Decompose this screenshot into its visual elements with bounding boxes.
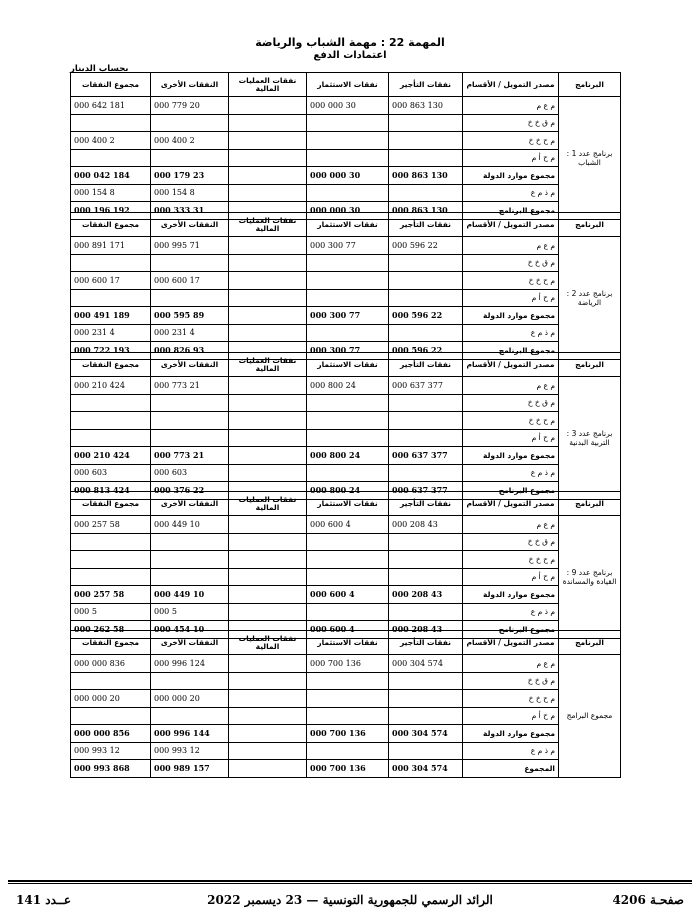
- cell-total: 58 262 000: [71, 621, 151, 639]
- cell-total: [71, 568, 151, 586]
- cell-financial-ops: [229, 742, 307, 760]
- cell-total: 12 993 000: [71, 742, 151, 760]
- column-header-program: البرنامج: [559, 353, 621, 377]
- funding-source: م ق خ خ: [463, 394, 559, 412]
- table-row: [71, 707, 621, 725]
- cell-other: [151, 568, 229, 586]
- funding-source: م ع م: [463, 377, 559, 395]
- cell-other: 10 449 000: [151, 586, 229, 604]
- cell-total: [71, 551, 151, 569]
- budget-table: [70, 72, 621, 220]
- cell-wages: [389, 742, 463, 760]
- cell-investment: 77 300 000: [307, 307, 389, 325]
- table-row: [71, 516, 621, 534]
- program-name: برنامج عدد 3 : التربية البدنية: [559, 377, 621, 500]
- funding-source: م ذ م ع: [463, 603, 559, 621]
- cell-other: 5 000: [151, 603, 229, 621]
- column-header-wages: نفقات التأجير: [389, 353, 463, 377]
- cell-financial-ops: [229, 114, 307, 132]
- cell-investment: [307, 184, 389, 202]
- footer-gazette-title: الرائد الرسمي للجمهورية التونسية — 23 ديسمبر 2022: [207, 893, 493, 907]
- table-row: [71, 655, 621, 673]
- funding-source: م ذ م ع: [463, 324, 559, 342]
- table-row: [71, 603, 621, 621]
- cell-wages: 574 304 000: [389, 760, 463, 778]
- funding-source: م ع م: [463, 516, 559, 534]
- column-header-wages: نفقات التأجير: [389, 73, 463, 97]
- cell-investment: 24 800 000: [307, 377, 389, 395]
- funding-source: م ح أ م: [463, 707, 559, 725]
- cell-wages: 377 637 000: [389, 447, 463, 465]
- cell-wages: 22 596 000: [389, 307, 463, 325]
- cell-financial-ops: [229, 707, 307, 725]
- cell-other: 2 400 000: [151, 132, 229, 150]
- cell-wages: 43 208 000: [389, 586, 463, 604]
- column-header-other: النفقات الأخرى: [151, 73, 229, 97]
- cell-investment: [307, 742, 389, 760]
- cell-total: 8 154 000: [71, 184, 151, 202]
- column-header-financial-ops: نفقات العمليات المالية: [229, 73, 307, 97]
- cell-financial-ops: [229, 725, 307, 743]
- funding-source: م ذ م ع: [463, 464, 559, 482]
- cell-wages: [389, 568, 463, 586]
- cell-other: 10 454 000: [151, 621, 229, 639]
- cell-financial-ops: [229, 149, 307, 167]
- cell-wages: [389, 114, 463, 132]
- cell-investment: [307, 690, 389, 708]
- cell-total: 4 231 000: [71, 324, 151, 342]
- program-name: برنامج عدد 1 : الشباب: [559, 97, 621, 220]
- cell-other: [151, 707, 229, 725]
- cell-total: 193 722 000: [71, 342, 151, 360]
- cell-investment: 4 600 000: [307, 586, 389, 604]
- table-row: [71, 586, 621, 604]
- cell-wages: [389, 464, 463, 482]
- cell-financial-ops: [229, 412, 307, 430]
- table-header-row: [71, 213, 621, 237]
- column-header-other: النفقات الأخرى: [151, 213, 229, 237]
- funding-source: م ح خ خ: [463, 690, 559, 708]
- funding-source: م ق خ خ: [463, 672, 559, 690]
- column-header-other: النفقات الأخرى: [151, 492, 229, 516]
- cell-total: 856 000 000: [71, 725, 151, 743]
- footer-issue-number: عــدد 141: [16, 893, 72, 907]
- table-header-row: [71, 353, 621, 377]
- cell-total: 868 993 000: [71, 760, 151, 778]
- cell-investment: 136 700 000: [307, 725, 389, 743]
- cell-investment: [307, 132, 389, 150]
- cell-investment: [307, 412, 389, 430]
- table-row: [71, 377, 621, 395]
- table-row: [71, 289, 621, 307]
- funding-source: م ح خ خ: [463, 132, 559, 150]
- cell-total: 58 257 000: [71, 516, 151, 534]
- cell-total: [71, 707, 151, 725]
- cell-wages: 377 637 000: [389, 482, 463, 500]
- column-header-source: مصدر التمويل / الأقسام: [463, 492, 559, 516]
- cell-investment: 4 600 000: [307, 516, 389, 534]
- cell-total: 184 042 000: [71, 167, 151, 185]
- page-subtitle: اعتمادات الدفع: [313, 50, 387, 61]
- cell-other: [151, 254, 229, 272]
- cell-wages: 574 304 000: [389, 655, 463, 673]
- table-row: [71, 447, 621, 465]
- cell-financial-ops: [229, 760, 307, 778]
- unit-label: بحساب الدينار: [70, 64, 129, 74]
- cell-wages: [389, 533, 463, 551]
- funding-source: م ح أ م: [463, 289, 559, 307]
- cell-other: [151, 394, 229, 412]
- cell-total: 836 000 000: [71, 655, 151, 673]
- funding-source: م ح خ خ: [463, 412, 559, 430]
- cell-financial-ops: [229, 184, 307, 202]
- cell-financial-ops: [229, 167, 307, 185]
- cell-investment: [307, 324, 389, 342]
- cell-investment: 24 800 000: [307, 482, 389, 500]
- cell-wages: [389, 707, 463, 725]
- funding-source: م ح خ خ: [463, 551, 559, 569]
- funding-source: مجموع موارد الدولة: [463, 725, 559, 743]
- cell-other: 20 000 000: [151, 690, 229, 708]
- budget-table: [70, 630, 621, 778]
- column-header-investment: نفقات الاستثمار: [307, 492, 389, 516]
- funding-source: مجموع موارد الدولة: [463, 447, 559, 465]
- cell-wages: 43 208 000: [389, 516, 463, 534]
- cell-financial-ops: [229, 237, 307, 255]
- cell-other: 93 826 000: [151, 342, 229, 360]
- cell-total: [71, 533, 151, 551]
- cell-wages: [389, 272, 463, 290]
- table-row: [71, 394, 621, 412]
- funding-source: م ذ م ع: [463, 184, 559, 202]
- cell-financial-ops: [229, 672, 307, 690]
- funding-source: م ح خ خ: [463, 272, 559, 290]
- cell-other: [151, 289, 229, 307]
- cell-total: 58 257 000: [71, 586, 151, 604]
- cell-other: 603 000: [151, 464, 229, 482]
- funding-source: مجموع البرنامج: [463, 342, 559, 360]
- cell-wages: [389, 690, 463, 708]
- cell-financial-ops: [229, 429, 307, 447]
- cell-financial-ops: [229, 377, 307, 395]
- cell-total: 189 491 000: [71, 307, 151, 325]
- cell-financial-ops: [229, 97, 307, 115]
- cell-financial-ops: [229, 690, 307, 708]
- funding-source: م ح أ م: [463, 429, 559, 447]
- cell-financial-ops: [229, 551, 307, 569]
- cell-total: [71, 412, 151, 430]
- cell-wages: [389, 184, 463, 202]
- cell-investment: 30 000 000: [307, 97, 389, 115]
- column-header-total: مجموع النفقات: [71, 492, 151, 516]
- table-row: [71, 725, 621, 743]
- funding-source: مجموع موارد الدولة: [463, 307, 559, 325]
- page-title: المهمة 22 : مهمة الشباب والرياضة: [255, 36, 445, 49]
- cell-total: [71, 149, 151, 167]
- cell-investment: [307, 672, 389, 690]
- table-row: [71, 254, 621, 272]
- funding-source: مجموع موارد الدولة: [463, 167, 559, 185]
- column-header-total: مجموع النفقات: [71, 631, 151, 655]
- table-row: [71, 149, 621, 167]
- table-row: [71, 97, 621, 115]
- cell-wages: [389, 324, 463, 342]
- cell-investment: 30 000 000: [307, 202, 389, 220]
- cell-wages: [389, 289, 463, 307]
- cell-investment: [307, 429, 389, 447]
- cell-wages: [389, 603, 463, 621]
- cell-investment: 30 000 000: [307, 167, 389, 185]
- cell-investment: [307, 272, 389, 290]
- cell-financial-ops: [229, 603, 307, 621]
- funding-source: مجموع موارد الدولة: [463, 586, 559, 604]
- cell-other: [151, 429, 229, 447]
- cell-other: 71 995 000: [151, 237, 229, 255]
- budget-table: [70, 352, 621, 500]
- cell-financial-ops: [229, 533, 307, 551]
- funding-source: م ق خ خ: [463, 533, 559, 551]
- column-header-program: البرنامج: [559, 631, 621, 655]
- column-header-financial-ops: نفقات العمليات المالية: [229, 492, 307, 516]
- cell-wages: [389, 429, 463, 447]
- cell-other: 144 996 000: [151, 725, 229, 743]
- budget-table: [70, 212, 621, 360]
- table-row: [71, 672, 621, 690]
- table-row: [71, 237, 621, 255]
- cell-investment: [307, 394, 389, 412]
- table-header-row: [71, 73, 621, 97]
- funding-source: م ق خ خ: [463, 114, 559, 132]
- cell-investment: 24 800 000: [307, 447, 389, 465]
- cell-financial-ops: [229, 324, 307, 342]
- column-header-source: مصدر التمويل / الأقسام: [463, 73, 559, 97]
- table-row: [71, 464, 621, 482]
- cell-total: [71, 254, 151, 272]
- column-header-investment: نفقات الاستثمار: [307, 631, 389, 655]
- cell-wages: 130 863 000: [389, 202, 463, 220]
- funding-source: م ع م: [463, 97, 559, 115]
- cell-other: 157 989 000: [151, 760, 229, 778]
- cell-financial-ops: [229, 447, 307, 465]
- cell-total: 424 813 000: [71, 482, 151, 500]
- cell-financial-ops: [229, 516, 307, 534]
- cell-wages: 130 863 000: [389, 97, 463, 115]
- program-name: مجموع البرامج: [559, 655, 621, 778]
- table-row: [71, 307, 621, 325]
- cell-other: 23 179 000: [151, 167, 229, 185]
- footer-divider-thin: [8, 883, 692, 884]
- cell-total: 17 600 000: [71, 272, 151, 290]
- cell-wages: [389, 672, 463, 690]
- cell-investment: [307, 533, 389, 551]
- cell-total: 5 000: [71, 603, 151, 621]
- cell-other: 4 231 000: [151, 324, 229, 342]
- column-header-investment: نفقات الاستثمار: [307, 213, 389, 237]
- cell-total: [71, 114, 151, 132]
- table-row: [71, 412, 621, 430]
- table-row: [71, 533, 621, 551]
- cell-other: [151, 114, 229, 132]
- cell-financial-ops: [229, 289, 307, 307]
- cell-total: 603 000: [71, 464, 151, 482]
- footer-divider: [8, 880, 692, 882]
- cell-financial-ops: [229, 254, 307, 272]
- cell-other: 22 376 000: [151, 482, 229, 500]
- table-row: [71, 272, 621, 290]
- column-header-total: مجموع النفقات: [71, 353, 151, 377]
- column-header-wages: نفقات التأجير: [389, 631, 463, 655]
- cell-financial-ops: [229, 272, 307, 290]
- funding-source: م ح أ م: [463, 149, 559, 167]
- cell-total: [71, 394, 151, 412]
- cell-investment: [307, 568, 389, 586]
- column-header-program: البرنامج: [559, 213, 621, 237]
- funding-source: م ح أ م: [463, 568, 559, 586]
- column-header-financial-ops: نفقات العمليات المالية: [229, 353, 307, 377]
- cell-other: 89 595 000: [151, 307, 229, 325]
- funding-source: م ع م: [463, 237, 559, 255]
- cell-wages: [389, 254, 463, 272]
- cell-other: 20 779 000: [151, 97, 229, 115]
- cell-total: 2 400 000: [71, 132, 151, 150]
- cell-total: [71, 289, 151, 307]
- column-header-investment: نفقات الاستثمار: [307, 353, 389, 377]
- cell-investment: [307, 707, 389, 725]
- footer-page-number: صفحـة 4206: [612, 893, 684, 907]
- cell-wages: 574 304 000: [389, 725, 463, 743]
- cell-other: 17 600 000: [151, 272, 229, 290]
- table-row: [71, 167, 621, 185]
- cell-investment: [307, 114, 389, 132]
- table-row: [71, 184, 621, 202]
- funding-source: م ق خ خ: [463, 254, 559, 272]
- cell-investment: [307, 254, 389, 272]
- cell-wages: 377 637 000: [389, 377, 463, 395]
- cell-total: 181 642 000: [71, 97, 151, 115]
- cell-investment: 4 600 000: [307, 621, 389, 639]
- column-header-wages: نفقات التأجير: [389, 492, 463, 516]
- cell-other: 31 333 000: [151, 202, 229, 220]
- cell-total: 192 196 000: [71, 202, 151, 220]
- table-header-row: [71, 631, 621, 655]
- column-header-investment: نفقات الاستثمار: [307, 73, 389, 97]
- cell-investment: [307, 149, 389, 167]
- cell-wages: [389, 394, 463, 412]
- cell-other: 10 449 000: [151, 516, 229, 534]
- cell-other: 21 773 000: [151, 377, 229, 395]
- column-header-financial-ops: نفقات العمليات المالية: [229, 213, 307, 237]
- cell-wages: 22 596 000: [389, 237, 463, 255]
- cell-wages: [389, 412, 463, 430]
- cell-wages: [389, 149, 463, 167]
- cell-other: [151, 672, 229, 690]
- cell-other: 8 154 000: [151, 184, 229, 202]
- cell-financial-ops: [229, 655, 307, 673]
- cell-wages: 130 863 000: [389, 167, 463, 185]
- table-row: [71, 742, 621, 760]
- table-row: [71, 568, 621, 586]
- cell-financial-ops: [229, 307, 307, 325]
- cell-other: 124 996 000: [151, 655, 229, 673]
- funding-source: م ذ م ع: [463, 742, 559, 760]
- cell-wages: [389, 551, 463, 569]
- cell-total: 424 210 000: [71, 377, 151, 395]
- column-header-source: مصدر التمويل / الأقسام: [463, 353, 559, 377]
- column-header-financial-ops: نفقات العمليات المالية: [229, 631, 307, 655]
- cell-investment: [307, 464, 389, 482]
- cell-other: [151, 412, 229, 430]
- cell-total: 20 000 000: [71, 690, 151, 708]
- cell-total: [71, 429, 151, 447]
- column-header-other: النفقات الأخرى: [151, 631, 229, 655]
- table-row: [71, 132, 621, 150]
- cell-financial-ops: [229, 464, 307, 482]
- table-row: [71, 760, 621, 778]
- cell-investment: [307, 289, 389, 307]
- cell-financial-ops: [229, 586, 307, 604]
- cell-investment: [307, 603, 389, 621]
- cell-other: 12 993 000: [151, 742, 229, 760]
- cell-total: 171 891 000: [71, 237, 151, 255]
- cell-wages: [389, 132, 463, 150]
- table-row: [71, 324, 621, 342]
- cell-financial-ops: [229, 132, 307, 150]
- funding-source: مجموع البرنامج: [463, 482, 559, 500]
- column-header-source: مصدر التمويل / الأقسام: [463, 213, 559, 237]
- column-header-total: مجموع النفقات: [71, 73, 151, 97]
- cell-investment: 77 300 000: [307, 237, 389, 255]
- column-header-source: مصدر التمويل / الأقسام: [463, 631, 559, 655]
- cell-total: 424 210 000: [71, 447, 151, 465]
- table-row: [71, 690, 621, 708]
- column-header-total: مجموع النفقات: [71, 213, 151, 237]
- cell-financial-ops: [229, 568, 307, 586]
- cell-investment: [307, 551, 389, 569]
- cell-other: [151, 533, 229, 551]
- funding-source: المجموع: [463, 760, 559, 778]
- funding-source: مجموع البرنامج: [463, 621, 559, 639]
- cell-investment: 77 300 000: [307, 342, 389, 360]
- cell-other: [151, 149, 229, 167]
- cell-other: 21 773 000: [151, 447, 229, 465]
- table-row: [71, 114, 621, 132]
- funding-source: م ع م: [463, 655, 559, 673]
- program-name: برنامج عدد 9 : القيادة والمساندة: [559, 516, 621, 639]
- column-header-wages: نفقات التأجير: [389, 213, 463, 237]
- table-header-row: [71, 492, 621, 516]
- cell-wages: 43 208 000: [389, 621, 463, 639]
- column-header-program: البرنامج: [559, 492, 621, 516]
- cell-investment: 136 700 000: [307, 655, 389, 673]
- funding-source: مجموع البرنامج: [463, 202, 559, 220]
- cell-total: [71, 672, 151, 690]
- column-header-program: البرنامج: [559, 73, 621, 97]
- table-row: [71, 551, 621, 569]
- cell-financial-ops: [229, 394, 307, 412]
- program-name: برنامج عدد 2 : الرياضة: [559, 237, 621, 360]
- cell-investment: 136 700 000: [307, 760, 389, 778]
- cell-other: [151, 551, 229, 569]
- cell-wages: 22 596 000: [389, 342, 463, 360]
- column-header-other: النفقات الأخرى: [151, 353, 229, 377]
- budget-table: [70, 491, 621, 639]
- table-row: [71, 429, 621, 447]
